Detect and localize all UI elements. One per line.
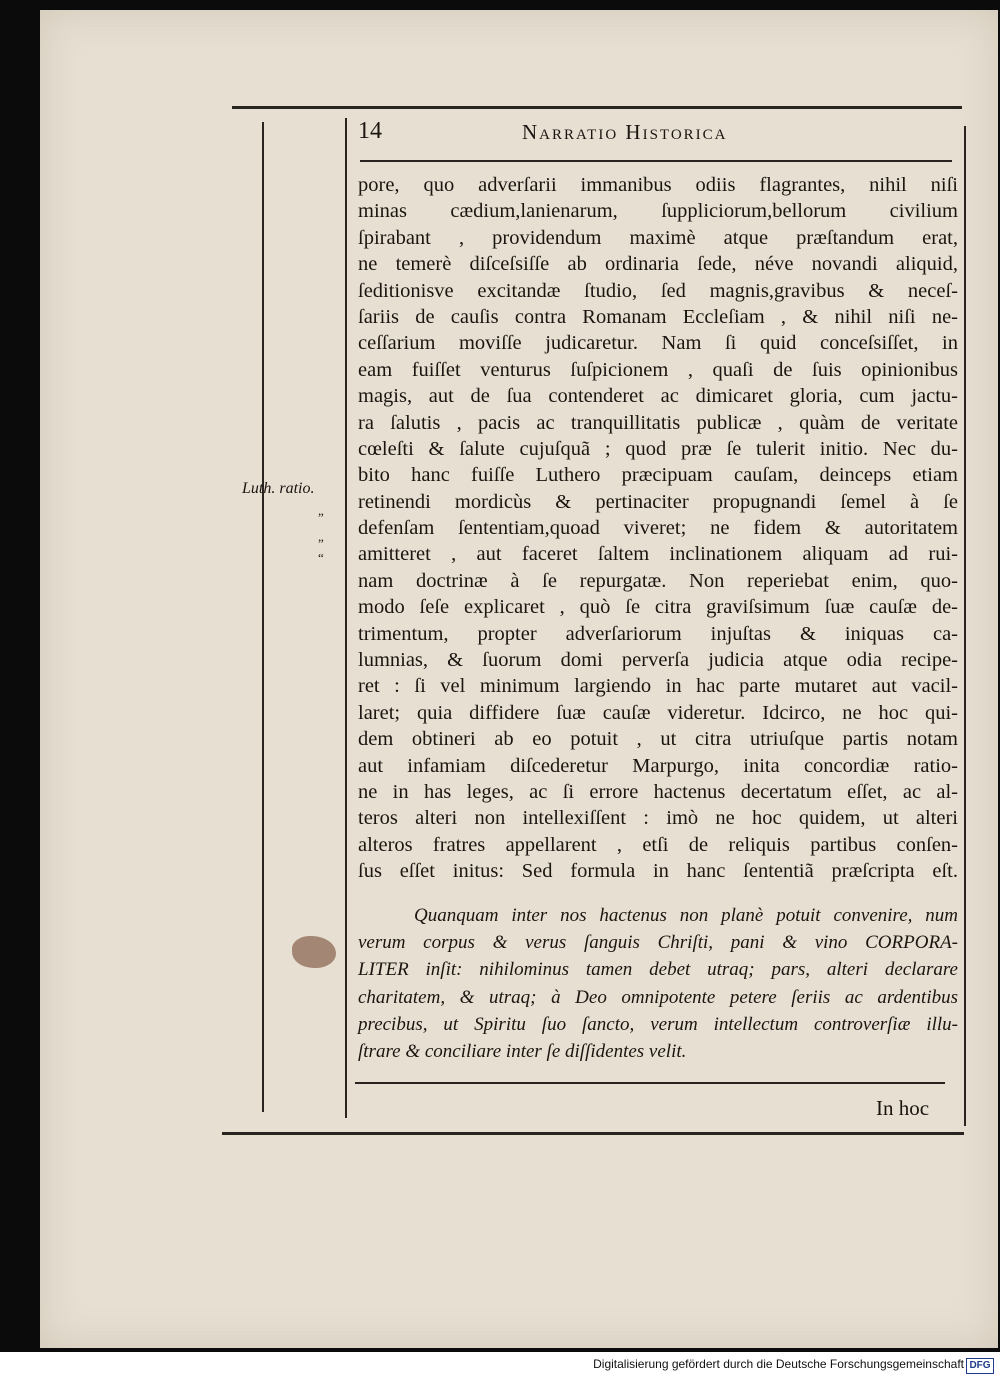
running-title: Narratio Historica [522, 120, 728, 144]
text-line: dem obtineri ab eo potuit , ut citra utriuſque partis notam [358, 728, 958, 751]
text-line: ceſſarium moviſſe judicaretur. Nam ſi quid conceſsiſſet, in [358, 332, 958, 355]
quote-line: verum corpus & verus ſanguis Chriſti, pani & vino CORPORA- [358, 932, 958, 954]
top-rule [232, 106, 962, 109]
quote-line: precibus, ut Spiritu ſuo ſancto, verum intellectum controverſiæ illu- [358, 1013, 958, 1035]
footer-credit: Digitalisierung gefördert durch die Deutsche Forschungsgemeinschaft [593, 1357, 964, 1371]
text-line: bito hanc fuiſſe Luthero præcipuam cauſam, deinceps etiam [358, 464, 958, 487]
body-text [358, 172, 958, 885]
margin-frame-line [262, 122, 264, 1112]
text-line: retinendi mordicùs & pertinaciter propugnandi ſemel à ſe [358, 490, 958, 513]
quote-line: charitatem, & utraq; à Deo omnipotente petere ſeriis ac ardentibus [358, 986, 958, 1008]
margin-quote-mark: ” [318, 536, 324, 551]
text-line: ne in has leges, ac ſi errore hactenus decertatum eſſet, ac al- [358, 780, 958, 803]
text-line: ne temerè diſceſsiſſe ab ordinaria ſede, néve novandi aliquid, [358, 253, 958, 276]
text-line: trimentum, propter adverſariorum injuſtas & iniquas ca- [358, 622, 958, 645]
quoted-formula [358, 902, 958, 1065]
text-line: pore, quo adverſarii immanibus odiis flagrantes, nihil niſi [358, 174, 958, 196]
text-line: ſariis de cauſis contra Romanam Eccleſiam , & nihil niſi ne- [358, 305, 958, 328]
library-stamp [292, 936, 336, 968]
text-line: aut infamiam diſcederetur Marpurgo, inita concordiæ ratio- [358, 754, 958, 777]
text-line: ſeditionisve excitandæ ſtudio, ſed magnis,gravibus & neceſ- [358, 279, 958, 302]
text-line: laret; quia diffidere ſuæ cauſæ videretur. Idcirco, ne hoc qui- [358, 701, 958, 724]
page-number: 14 [358, 118, 382, 144]
text-line: modo ſeſe explicaret , quò ſe citra graviſsimum ſuæ cauſæ de- [358, 596, 958, 619]
text-line: ſpirabant , providendum maximè atque præſtandum erat, [358, 226, 958, 249]
bottom-rule [222, 1132, 964, 1135]
text-line: amitteret , aut faceret ſaltem inclinationem aliquam ad rui- [358, 543, 958, 566]
text-line: nam doctrinæ à ſe repurgatæ. Non reperiebat enim, quo- [358, 569, 958, 592]
text-line: teros alteri non intellexiſſent : imò ne hoc quidem, ut alteri [358, 807, 958, 830]
text-line: minas cædium,lanienarum, ſuppliciorum,bellorum civilium [358, 200, 958, 223]
margin-quote-mark: “ [318, 550, 324, 565]
right-frame-line [964, 126, 966, 1126]
text-end-rule [355, 1082, 945, 1084]
text-line: magis, aut de ſua contenderet ac dimicaret gloria, cum jactu- [358, 385, 958, 408]
margin-note: Luth. ratio. [242, 480, 315, 497]
quote-line: LITER inſit: nihilominus tamen debet utraq; pars, alteri declarare [358, 959, 958, 981]
quote-line: ſtrare & conciliare inter ſe diſſidentes velit. [358, 1040, 687, 1062]
text-line: ret : ſi vel minimum largiendo in hac parte mutaret aut vacil- [358, 675, 958, 698]
text-line: eam fuiſſet venturus ſuſpicionem , quaſi de ſuis opinionibus [358, 358, 958, 381]
text-line: cœleſti & ſalute cujuſquã ; quod præ ſe tulerit initio. Nec du- [358, 437, 958, 460]
text-line: ſus eſſet initus: Sed formula in hanc ſententiã præſcripta eſt. [358, 860, 958, 883]
header-rule [360, 160, 952, 162]
text-line: ra ſalutis , pacis ac tranquillitatis publicæ , quàm de veritate [358, 411, 958, 434]
text-line: defenſam ſententiam,quoad viveret; ne fidem & autoritatem [358, 517, 958, 540]
margin-quote-mark: ” [318, 510, 324, 525]
text-line: alteros fratres appellarent , etſi de reliquis partibus conſen- [358, 833, 958, 856]
dfg-logo-icon: DFG [966, 1358, 994, 1374]
text-line: lumnias, & ſuorum domi perverſa judicia atque odia recipe- [358, 649, 958, 672]
text-frame-line [345, 118, 347, 1118]
catchword: In hoc [876, 1096, 930, 1120]
quote-line: Quanquam inter nos hactenus non planè potuit convenire, num [414, 905, 958, 926]
